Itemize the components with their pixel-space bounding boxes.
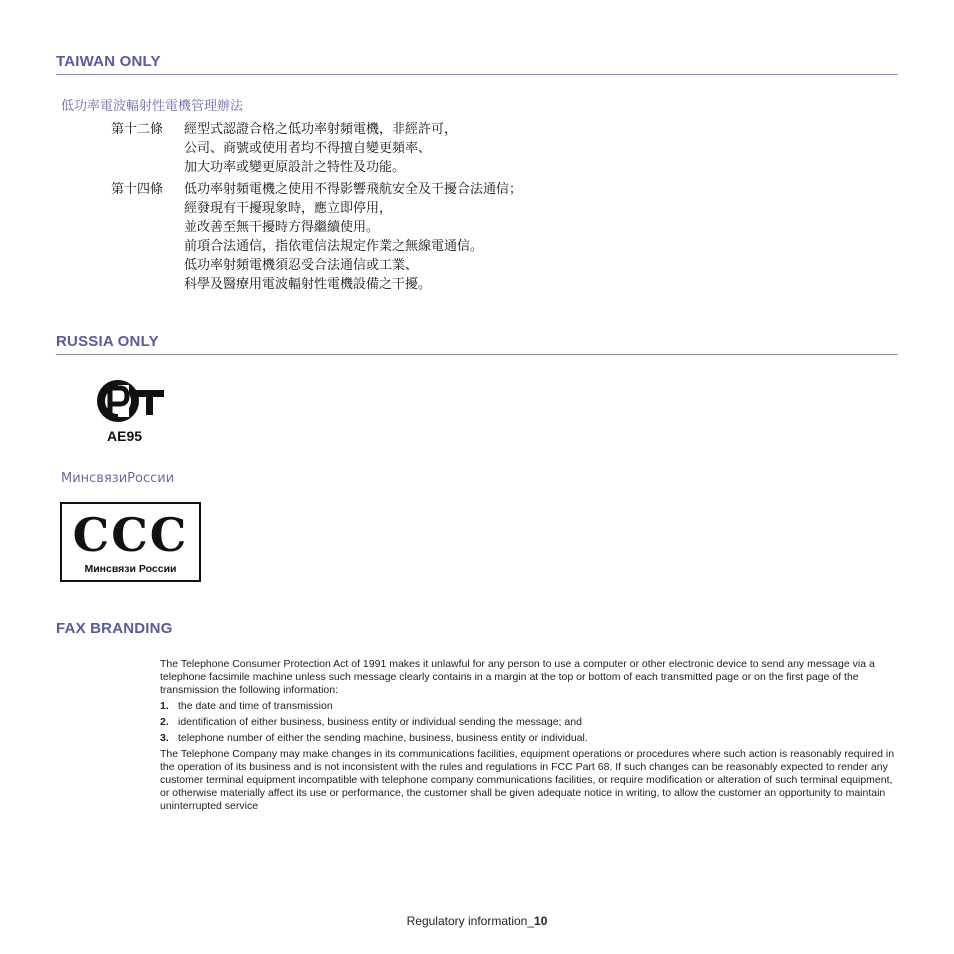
page-footer [0, 914, 954, 928]
taiwan-subheading: 低功率電波輻射性電機管理辦法 [61, 99, 244, 114]
footer-label: Regulatory information_ [406, 914, 535, 928]
list-item-number: 1. [160, 700, 169, 712]
gost-certification-logo [96, 375, 170, 445]
article-line: 低功率射頻電機須忍受合法通信或工業、 [184, 258, 419, 273]
section-divider-taiwan [56, 74, 898, 75]
article-line: 低功率射頻電機之使用不得影響飛航安全及干擾合法通信； [184, 182, 523, 197]
list-item [160, 732, 900, 745]
article-line: 加大功率或變更原設計之特性及功能。 [184, 160, 406, 175]
list-item-number: 2. [160, 716, 169, 728]
article-line: 並改善至無干擾時方得繼續使用。 [184, 220, 380, 235]
list-item [160, 700, 900, 713]
list-item [160, 716, 900, 729]
list-item-text: telephone number of either the sending machine, business, business entity or individual. [178, 732, 588, 744]
fax-closing-paragraph: The Telephone Company may make changes in its communications facilities, equipment operations or procedures where such action is reasonably required in the operation of its business and is not inconsistent with the rules and regulations in FCC Part 68. If such changes can be reasonably expected to render any customer terminal equipment incompatible with telephone company communications facilities, or require modification or alteration of such terminal equipment, or otherwise materially affect its use or performance, the customer shall be given adequate notice in writing, to allow the customer an opportunity to maintain uninterrupted service [160, 748, 895, 812]
article-line: 經發現有干擾現象時，應立即停用， [184, 201, 393, 216]
article-line: 科學及醫療用電波輻射性電機設備之干擾。 [184, 277, 432, 292]
page-number: 10 [534, 914, 548, 928]
ccc-letters: CCC [72, 508, 189, 562]
article-line: 前項合法通信，指依電信法規定作業之無線電通信。 [184, 239, 484, 254]
section-title-fax: FAX BRANDING [56, 620, 173, 637]
ministry-label: МинсвязиРоссии [61, 471, 175, 486]
list-item-text: identification of either business, business entity or individual sending the message; and [178, 716, 582, 728]
list-item-number: 3. [160, 732, 169, 744]
ccc-certification-logo [60, 502, 201, 582]
article-line: 經型式認證合格之低功率射頻電機，非經許可， [184, 122, 458, 137]
gost-code: AE95 [107, 428, 143, 444]
fax-intro-paragraph: The Telephone Consumer Protection Act of 1991 makes it unlawful for any person to use a computer or other electronic device to send any message via a telephone facsimile machine unless such message clearly contains in a margin at the top or bottom of each transmitted page or on the first page of the transmission the following information: [160, 658, 875, 696]
article-label: 第十四條 [111, 182, 164, 197]
list-item-text: the date and time of transmission [178, 700, 333, 712]
ccc-caption: Минсвязи России [84, 563, 177, 575]
section-divider-russia [56, 354, 898, 355]
fax-branding-body [160, 658, 900, 816]
article-line: 公司、商號或使用者均不得擅自變更頻率、 [184, 141, 432, 156]
fax-required-info-list [160, 700, 900, 745]
article-label: 第十二條 [111, 122, 164, 137]
section-title-russia: RUSSIA ONLY [56, 333, 159, 350]
section-title-taiwan: TAIWAN ONLY [56, 53, 161, 70]
